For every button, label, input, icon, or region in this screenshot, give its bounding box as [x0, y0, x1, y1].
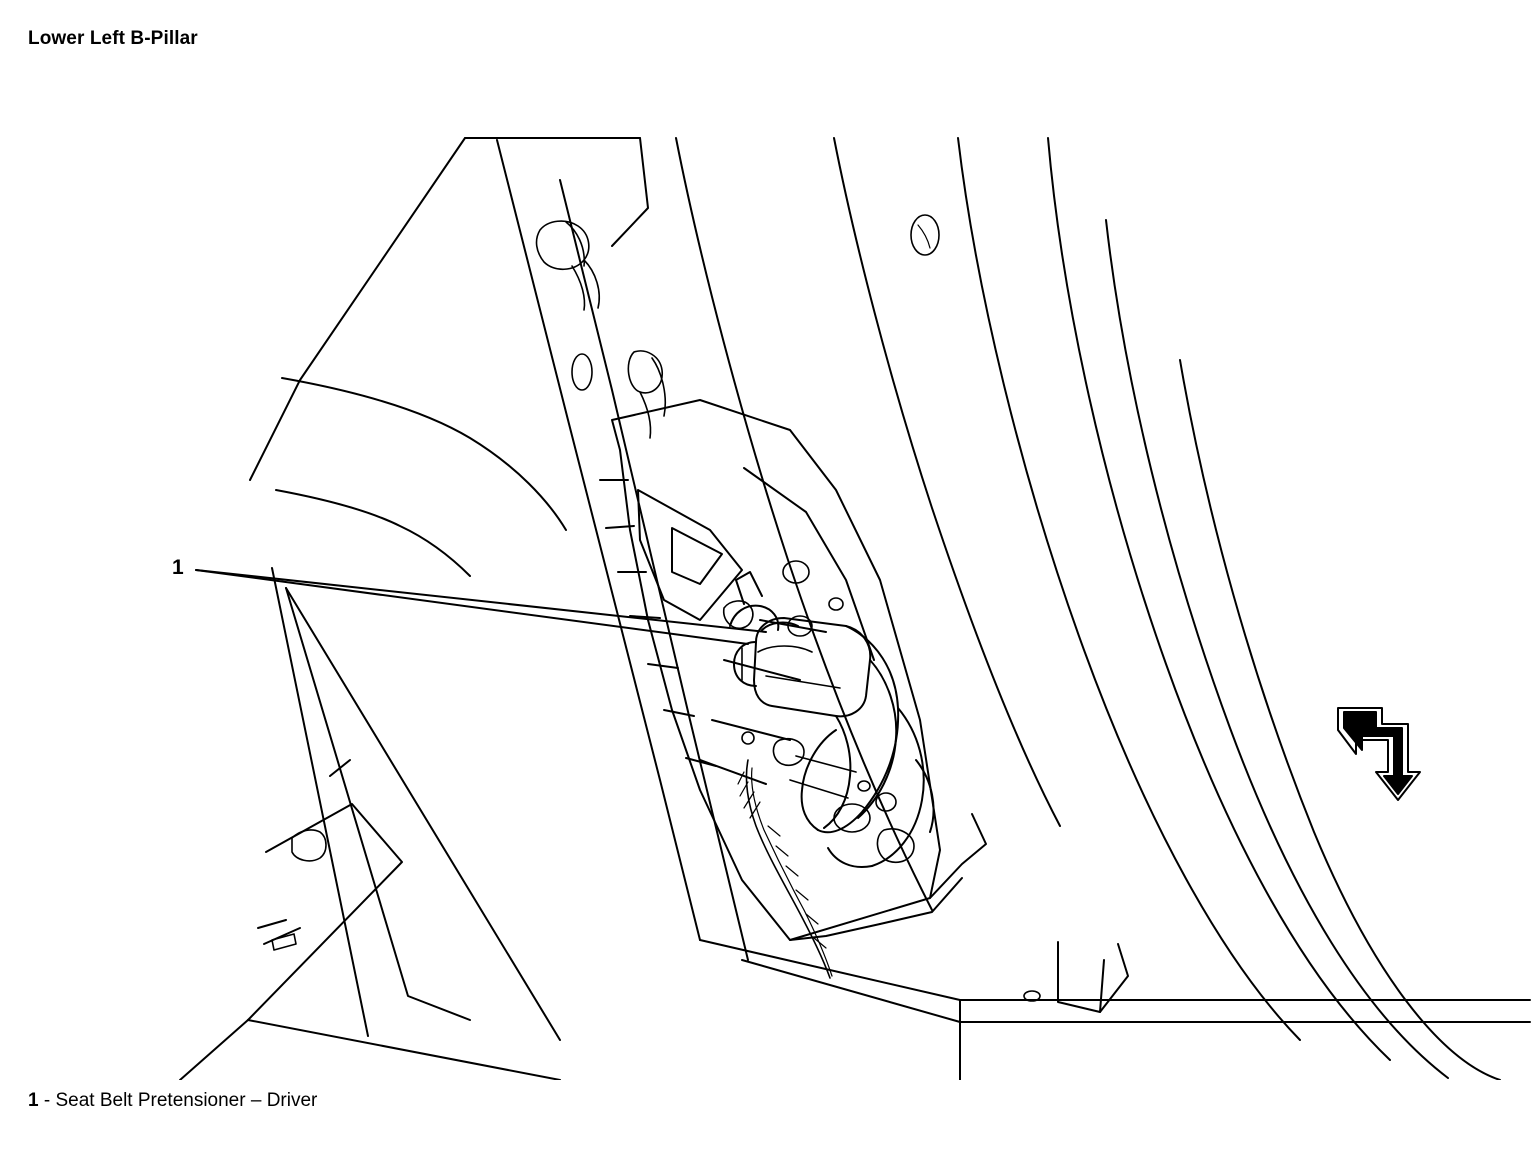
view-direction-arrow	[1338, 708, 1420, 800]
page-title: Lower Left B-Pillar	[28, 28, 198, 49]
callout-1-number: 1	[172, 556, 184, 579]
seat-belt-pretensioner	[730, 572, 934, 867]
legend-separator: -	[38, 1090, 56, 1111]
lower-left-trim-panel	[180, 568, 560, 1080]
legend	[28, 1090, 317, 1112]
legend-key: 1	[28, 1090, 39, 1111]
diagram-svg	[0, 60, 1536, 1080]
legend-text: Seat Belt Pretensioner – Driver	[55, 1090, 318, 1111]
pillar-clip-details	[537, 221, 666, 438]
b-pillar-inner-plate	[600, 400, 986, 940]
lower-left-b-pillar-diagram	[0, 60, 1536, 1080]
body-panel-outlines	[250, 138, 1530, 1080]
callout-leader-lines	[196, 570, 766, 644]
wiring-harness	[738, 760, 832, 978]
